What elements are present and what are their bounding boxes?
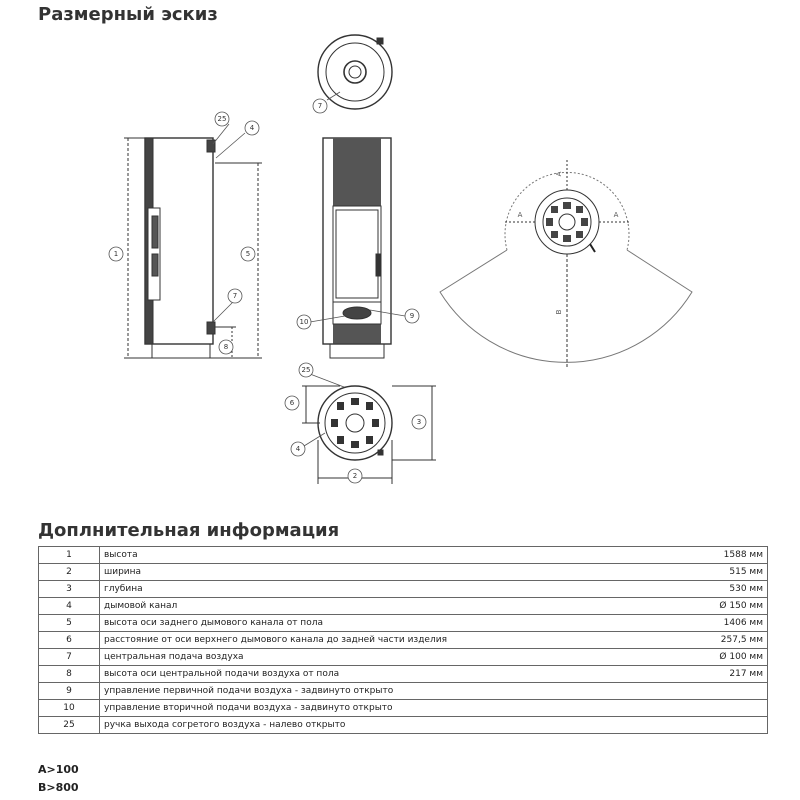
row-description: управление первичной подачи воздуха - задвинуто открыто xyxy=(100,683,682,700)
table-row xyxy=(39,649,768,666)
table-row xyxy=(39,547,768,564)
spec-table xyxy=(38,546,768,734)
callout-7: 7 xyxy=(232,292,238,300)
row-value: 515 мм xyxy=(681,564,767,581)
callout-7: 7 xyxy=(317,102,323,110)
callout-4: 4 xyxy=(249,124,255,132)
front-view xyxy=(323,138,391,358)
row-description: высота оси центральной подачи воздуха от пола xyxy=(100,666,682,683)
row-description: ручка выхода согретого воздуха - налево открыто xyxy=(100,717,682,734)
row-number: 7 xyxy=(39,649,100,666)
row-value xyxy=(681,700,767,717)
row-value: Ø 100 мм xyxy=(681,649,767,666)
row-number: 4 xyxy=(39,598,100,615)
note-a: A>100 xyxy=(38,763,79,776)
row-number: 10 xyxy=(39,700,100,717)
callout-9: 9 xyxy=(409,312,415,320)
row-value: 257,5 мм xyxy=(681,632,767,649)
row-description: ширина xyxy=(100,564,682,581)
row-value: 217 мм xyxy=(681,666,767,683)
row-number: 1 xyxy=(39,547,100,564)
table-row xyxy=(39,700,768,717)
clearance-label-a-right: A xyxy=(613,211,619,219)
row-description: высота xyxy=(100,547,682,564)
clearance-label-b: B xyxy=(555,309,563,315)
table-row xyxy=(39,581,768,598)
clearance-label-a-left: A xyxy=(517,211,523,219)
row-number: 9 xyxy=(39,683,100,700)
section-title: Доплнительная информация xyxy=(38,520,340,541)
row-value xyxy=(681,683,767,700)
row-value: 530 мм xyxy=(681,581,767,598)
callout-4: 4 xyxy=(295,445,301,453)
callout-25: 25 xyxy=(301,366,311,374)
clearance-label-a-top: A xyxy=(555,171,563,177)
callout-5: 5 xyxy=(245,250,251,258)
row-number: 3 xyxy=(39,581,100,598)
callout-10: 10 xyxy=(299,318,309,326)
table-row xyxy=(39,598,768,615)
sketch-title: Размерный эскиз xyxy=(38,4,218,25)
side-view xyxy=(124,138,262,358)
table-row xyxy=(39,666,768,683)
row-description: расстояние от оси верхнего дымового канала до задней части изделия xyxy=(100,632,682,649)
callout-6: 6 xyxy=(289,399,295,407)
clearance-diagram xyxy=(440,160,692,368)
table-row xyxy=(39,683,768,700)
table-row xyxy=(39,564,768,581)
row-value xyxy=(681,717,767,734)
callout-25: 25 xyxy=(217,115,227,123)
row-description: дымовой канал xyxy=(100,598,682,615)
callout-3: 3 xyxy=(416,418,422,426)
callout-1: 1 xyxy=(113,250,119,258)
top-view xyxy=(318,35,392,109)
row-number: 2 xyxy=(39,564,100,581)
row-number: 8 xyxy=(39,666,100,683)
table-row xyxy=(39,632,768,649)
row-value: 1406 мм xyxy=(681,615,767,632)
note-b: B>800 xyxy=(38,781,79,794)
callout-2: 2 xyxy=(352,472,358,480)
row-description: управление вторичной подачи воздуха - задвинуто открыто xyxy=(100,700,682,717)
row-description: центральная подача воздуха xyxy=(100,649,682,666)
row-description: глубина xyxy=(100,581,682,598)
row-number: 5 xyxy=(39,615,100,632)
table-row xyxy=(39,615,768,632)
row-number: 6 xyxy=(39,632,100,649)
row-number: 25 xyxy=(39,717,100,734)
row-value: 1588 мм xyxy=(681,547,767,564)
row-description: высота оси заднего дымового канала от пола xyxy=(100,615,682,632)
callout-8: 8 xyxy=(223,343,229,351)
table-row xyxy=(39,717,768,734)
row-value: Ø 150 мм xyxy=(681,598,767,615)
